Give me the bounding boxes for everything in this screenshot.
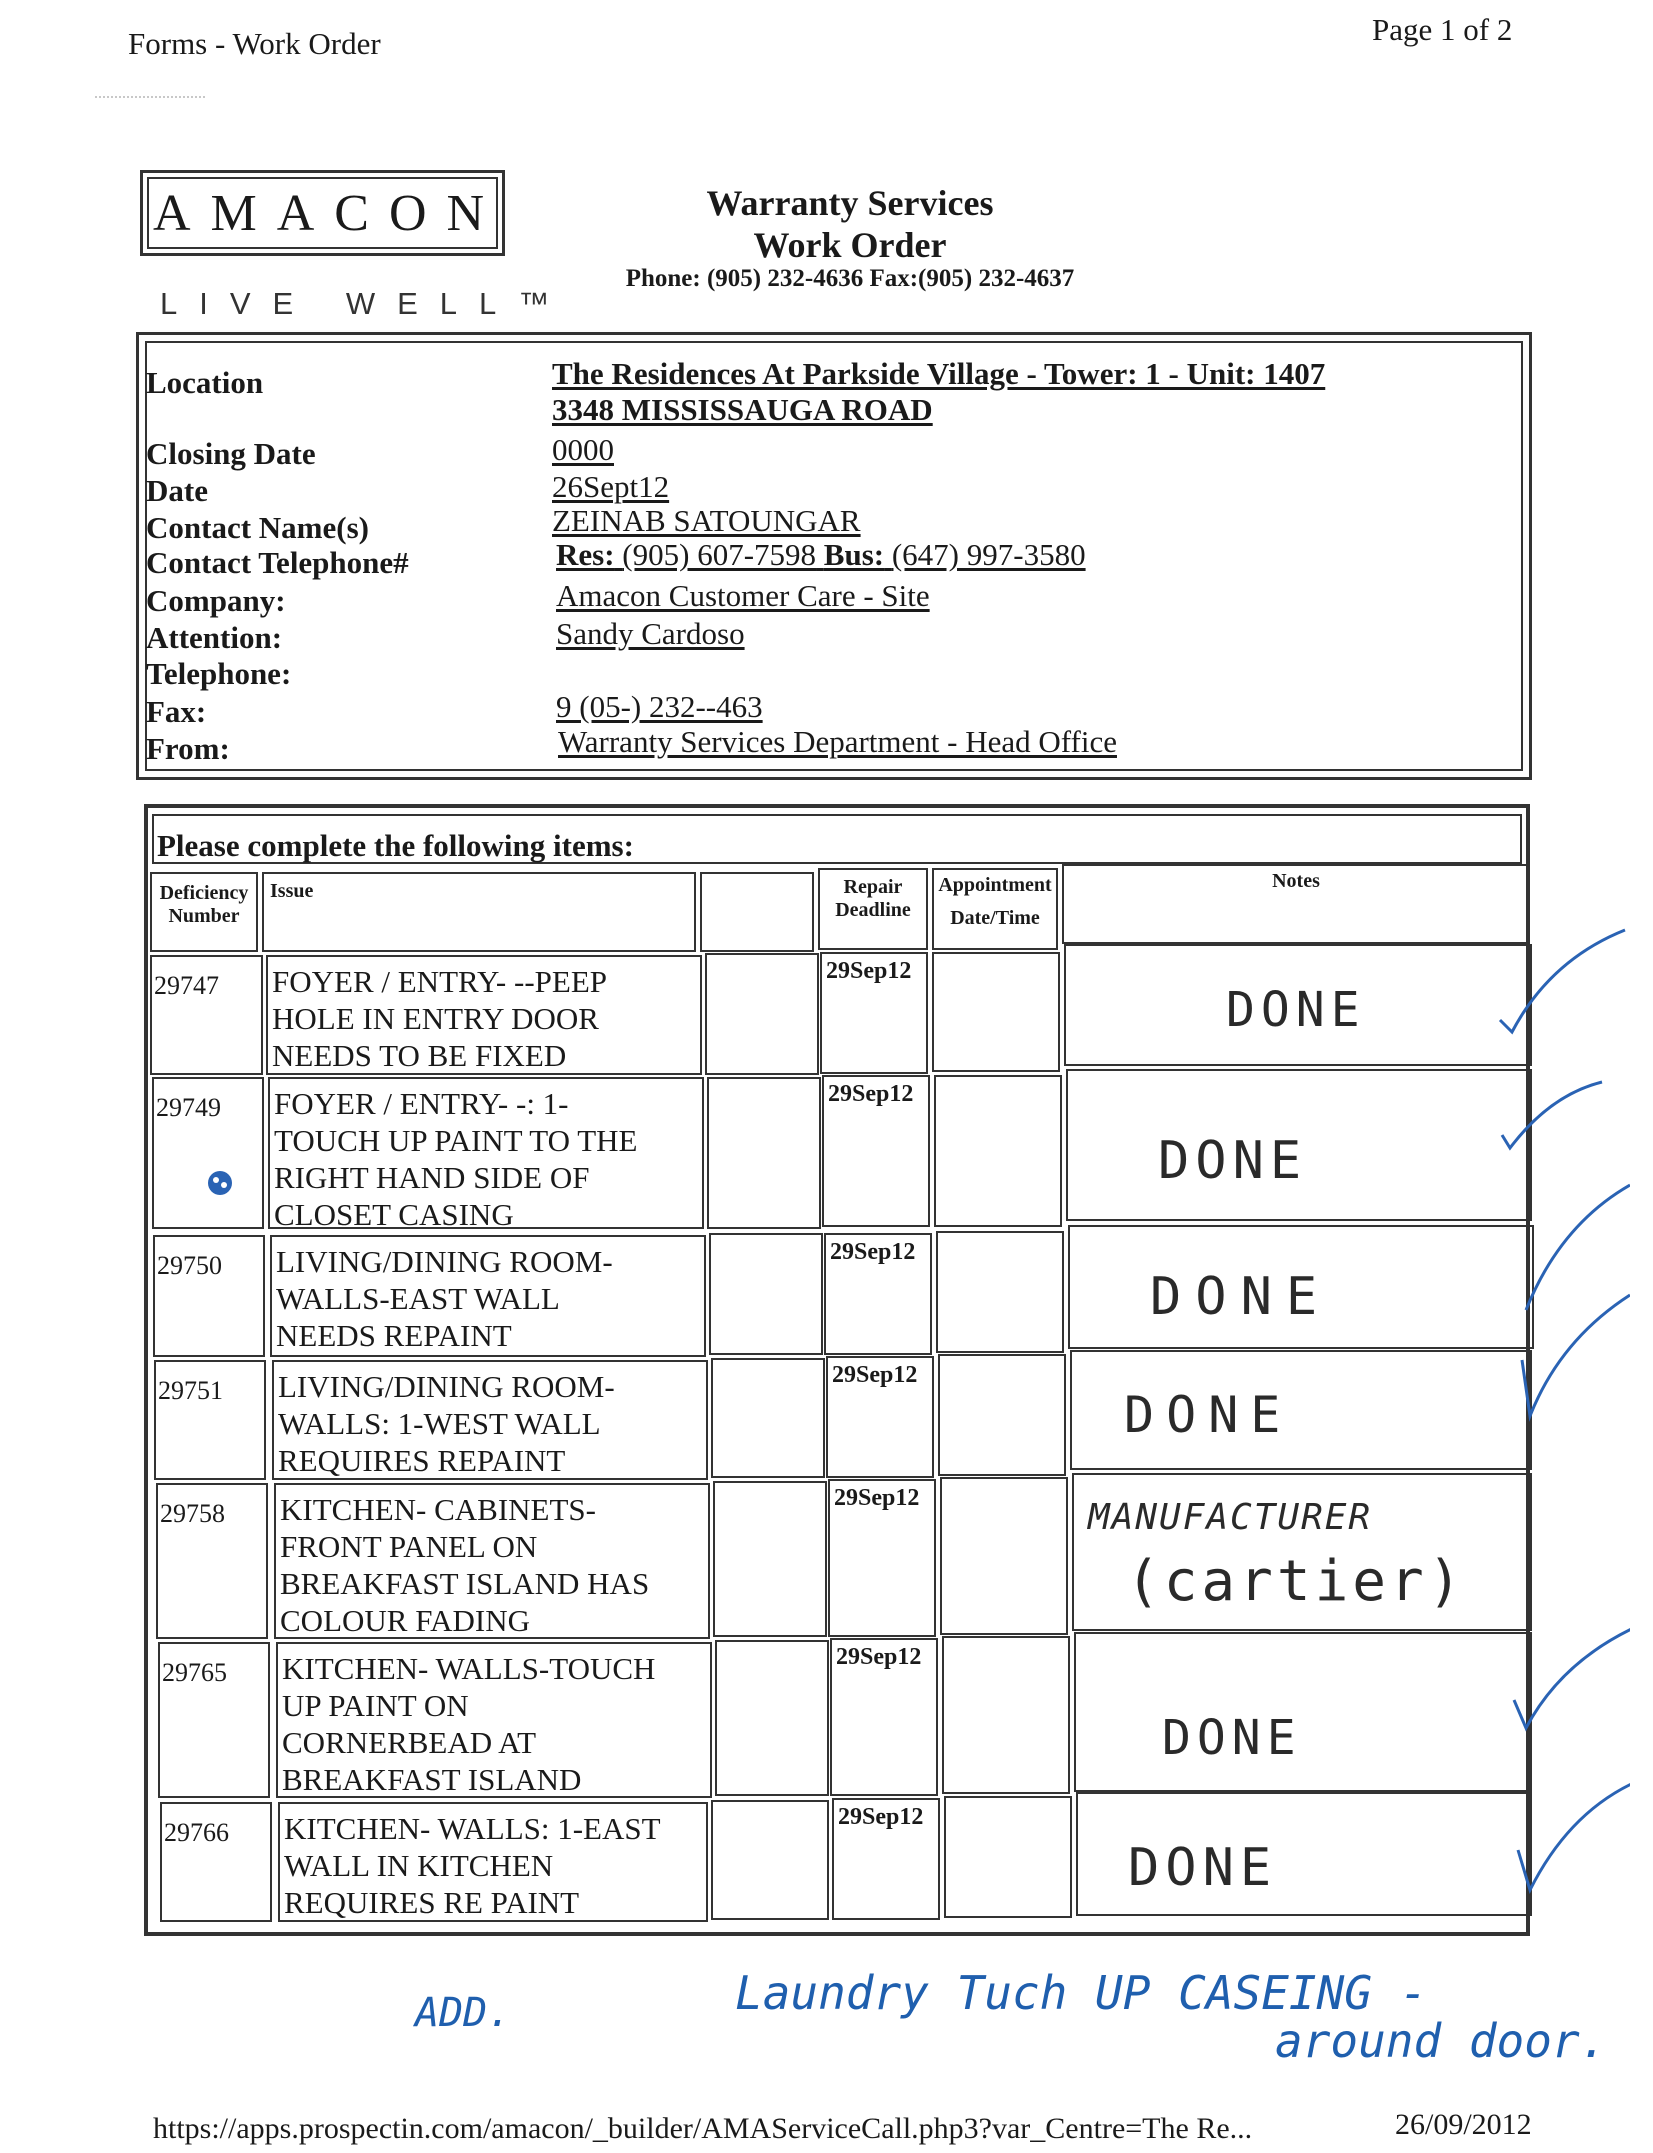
row-4-notes <box>1070 1350 1532 1470</box>
row-7-notes <box>1076 1792 1532 1916</box>
row-5-issue-line4: COLOUR FADING <box>280 1603 531 1638</box>
row-2-issue-line2: TOUCH UP PAINT TO THE <box>274 1123 638 1158</box>
row-5-issue <box>274 1483 710 1639</box>
header-deficiency-line2: Number <box>168 905 240 927</box>
row-1-blank <box>705 953 819 1075</box>
header-appointment <box>932 868 1058 950</box>
row-7-appointment <box>944 1796 1072 1918</box>
row-2-deadline: 29Sep12 <box>822 1075 930 1227</box>
row-6-blank <box>715 1640 829 1796</box>
label-contact-names: Contact Name(s) <box>146 510 369 545</box>
row-7-issue <box>278 1802 708 1922</box>
value-location: The Residences At Parkside Village - Tower: 1 - Unit: 1407 <box>552 356 1326 391</box>
row-2-notes <box>1066 1069 1532 1221</box>
row-1-deadline: 29Sep12 <box>820 952 928 1074</box>
row-6-notes <box>1074 1632 1532 1792</box>
label-from: From: <box>146 731 230 766</box>
scan-smudge <box>95 96 205 102</box>
res-label: Res: <box>556 537 615 572</box>
row-4-issue <box>272 1360 708 1480</box>
value-fax: 9 (05-) 232--463 <box>556 689 763 724</box>
row-4-issue-line2: WALLS: 1-WEST WALL <box>278 1406 601 1441</box>
row-2-issue <box>268 1077 704 1232</box>
items-title: Please complete the following items: <box>152 814 1522 864</box>
row-5-number: 29758 <box>156 1483 268 1639</box>
label-attention: Attention: <box>146 620 283 655</box>
row-6-issue-line2: UP PAINT ON <box>282 1688 469 1723</box>
value-address: 3348 MISSISSAUGA ROAD <box>552 392 933 427</box>
value-contact-names: ZEINAB SATOUNGAR <box>552 503 861 538</box>
check-mark-4 <box>1522 1295 1630 1416</box>
row-6-issue-line1: KITCHEN- WALLS-TOUCH <box>282 1651 656 1686</box>
label-fax: Fax: <box>146 694 207 729</box>
row-4-issue-line3: REQUIRES REPAINT <box>278 1443 566 1478</box>
handwritten-note-line2: around door. <box>1275 2014 1608 2068</box>
row-1-issue <box>266 955 702 1075</box>
row-7-issue-line3: REQUIRES RE PAINT <box>284 1885 580 1920</box>
handwritten-add: ADD. <box>415 1990 512 2036</box>
row-3-blank <box>709 1233 823 1355</box>
footer-url: https://apps.prospectin.com/amacon/_builder/AMAServiceCall.php3?var_Centre=The Re... <box>153 2112 1253 2145</box>
header-deficiency-line1: Deficiency <box>159 882 249 904</box>
row-4-blank <box>711 1358 825 1478</box>
row-1-appointment <box>932 952 1060 1072</box>
row-3-notes <box>1068 1225 1534 1349</box>
label-telephone: Telephone: <box>146 656 292 691</box>
value-contact-telephone <box>556 537 1086 573</box>
value-date: 26Sept12 <box>552 469 670 504</box>
row-3-note: DONE <box>1150 1267 1332 1327</box>
row-6-appointment <box>942 1636 1070 1794</box>
header-repair-line2: Deadline <box>835 899 911 921</box>
header-issue: Issue <box>262 872 696 952</box>
row-2-note: DONE <box>1158 1131 1308 1191</box>
row-3-issue-line2: WALLS-EAST WALL <box>276 1281 560 1316</box>
header-deficiency <box>150 872 258 952</box>
logo-tagline: LIVE WELL™ <box>160 286 572 321</box>
row-5-issue-line3: BREAKFAST ISLAND HAS <box>280 1566 650 1601</box>
row-6-issue-line4: BREAKFAST ISLAND <box>282 1762 582 1797</box>
row-4-number: 29751 <box>154 1360 266 1480</box>
header-repair-line1: Repair <box>843 876 903 898</box>
row-3-issue-line1: LIVING/DINING ROOM- <box>276 1244 613 1279</box>
check-mark-2 <box>1502 1082 1602 1148</box>
row-3-number: 29750 <box>153 1235 265 1357</box>
row-7-deadline: 29Sep12 <box>832 1798 940 1920</box>
row-2-blank <box>707 1077 821 1229</box>
check-mark-3 <box>1526 1185 1630 1310</box>
page-header-title: Forms - Work Order <box>128 26 381 61</box>
handwritten-note-line1: Laundry Tuch UP CASEING - <box>735 1966 1428 2020</box>
check-marks <box>1490 920 1630 1920</box>
form-title: Warranty Services <box>706 183 994 223</box>
row-5-issue-line1: KITCHEN- CABINETS- <box>280 1492 596 1527</box>
row-4-issue-line1: LIVING/DINING ROOM- <box>278 1369 615 1404</box>
company-logo: AMACON <box>140 170 505 256</box>
row-3-issue-line3: NEEDS REPAINT <box>276 1318 512 1353</box>
row-5-appointment <box>940 1477 1068 1635</box>
value-attention: Sandy Cardoso <box>556 616 745 651</box>
row-1-number: 29747 <box>150 955 263 1075</box>
res-phone: (905) 607-7598 <box>622 537 817 572</box>
row-1-issue-line2: HOLE IN ENTRY DOOR <box>272 1001 599 1036</box>
row-3-appointment <box>936 1231 1064 1353</box>
header-blank <box>700 872 814 952</box>
row-2-number: 29749 <box>152 1077 264 1229</box>
row-5-notes <box>1072 1473 1532 1631</box>
value-company: Amacon Customer Care - Site <box>556 578 930 613</box>
row-4-deadline: 29Sep12 <box>826 1356 934 1478</box>
label-company: Company: <box>146 583 286 618</box>
row-2-appointment <box>934 1075 1062 1227</box>
row-1-note: DONE <box>1226 982 1366 1038</box>
row-5-note: MANUFACTURER <box>1088 1497 1373 1538</box>
row-4-note: DONE <box>1124 1386 1293 1444</box>
row-1-issue-line3: NEEDS TO BE FIXED <box>272 1038 567 1073</box>
row-3-deadline: 29Sep12 <box>824 1233 932 1355</box>
label-date: Date <box>146 473 208 508</box>
row-1-issue-line1: FOYER / ENTRY- --PEEP <box>272 964 607 999</box>
row-5-note-2: (cartier) <box>1126 1549 1466 1614</box>
row-7-note: DONE <box>1128 1838 1278 1898</box>
row-2-issue-line4: CLOSET CASING <box>274 1197 514 1232</box>
check-mark-6 <box>1518 1780 1630 1890</box>
header-notes: Notes <box>1062 864 1530 944</box>
row-7-issue-line1: KITCHEN- WALLS: 1-EAST <box>284 1811 661 1846</box>
footer-date: 26/09/2012 <box>1395 2108 1532 2141</box>
row-7-issue-line2: WALL IN KITCHEN <box>284 1848 554 1883</box>
header-appointment-line1: Appointment <box>938 874 1052 896</box>
row-3-issue <box>270 1235 706 1357</box>
row-2-issue-line3: RIGHT HAND SIDE OF <box>274 1160 590 1195</box>
header-appointment-line2: Date/Time <box>950 907 1040 929</box>
doodle-mark <box>205 1168 235 1198</box>
row-6-deadline: 29Sep12 <box>830 1638 938 1796</box>
row-7-blank <box>711 1800 829 1920</box>
label-contact-telephone: Contact Telephone# <box>146 545 409 580</box>
label-location: Location <box>146 365 264 400</box>
row-4-appointment <box>938 1354 1066 1476</box>
row-5-blank <box>713 1481 827 1637</box>
value-from: Warranty Services Department - Head Office <box>558 724 1117 759</box>
bus-label: Bus: <box>823 537 885 572</box>
contact-phone-fax: Phone: (905) 232-4636 Fax:(905) 232-4637 <box>625 265 1075 292</box>
bus-phone: (647) 997-3580 <box>891 537 1086 572</box>
row-1-notes <box>1064 944 1532 1066</box>
row-6-number: 29765 <box>158 1642 270 1798</box>
check-mark-5 <box>1514 1625 1630 1728</box>
row-6-issue-line3: CORNERBEAD AT <box>282 1725 537 1760</box>
row-2-issue-line1: FOYER / ENTRY- -: 1- <box>274 1086 569 1121</box>
form-subtitle: Work Order <box>753 225 947 265</box>
header-repair-deadline <box>818 868 928 950</box>
row-5-deadline: 29Sep12 <box>828 1479 936 1637</box>
check-mark-1 <box>1500 930 1625 1032</box>
row-7-number: 29766 <box>160 1802 272 1922</box>
label-closing-date: Closing Date <box>146 436 316 471</box>
page-number: Page 1 of 2 <box>1372 12 1513 47</box>
row-6-note: DONE <box>1162 1710 1302 1766</box>
row-6-issue <box>276 1642 712 1798</box>
row-5-issue-line2: FRONT PANEL ON <box>280 1529 538 1564</box>
value-closing-date: 0000 <box>552 432 614 467</box>
